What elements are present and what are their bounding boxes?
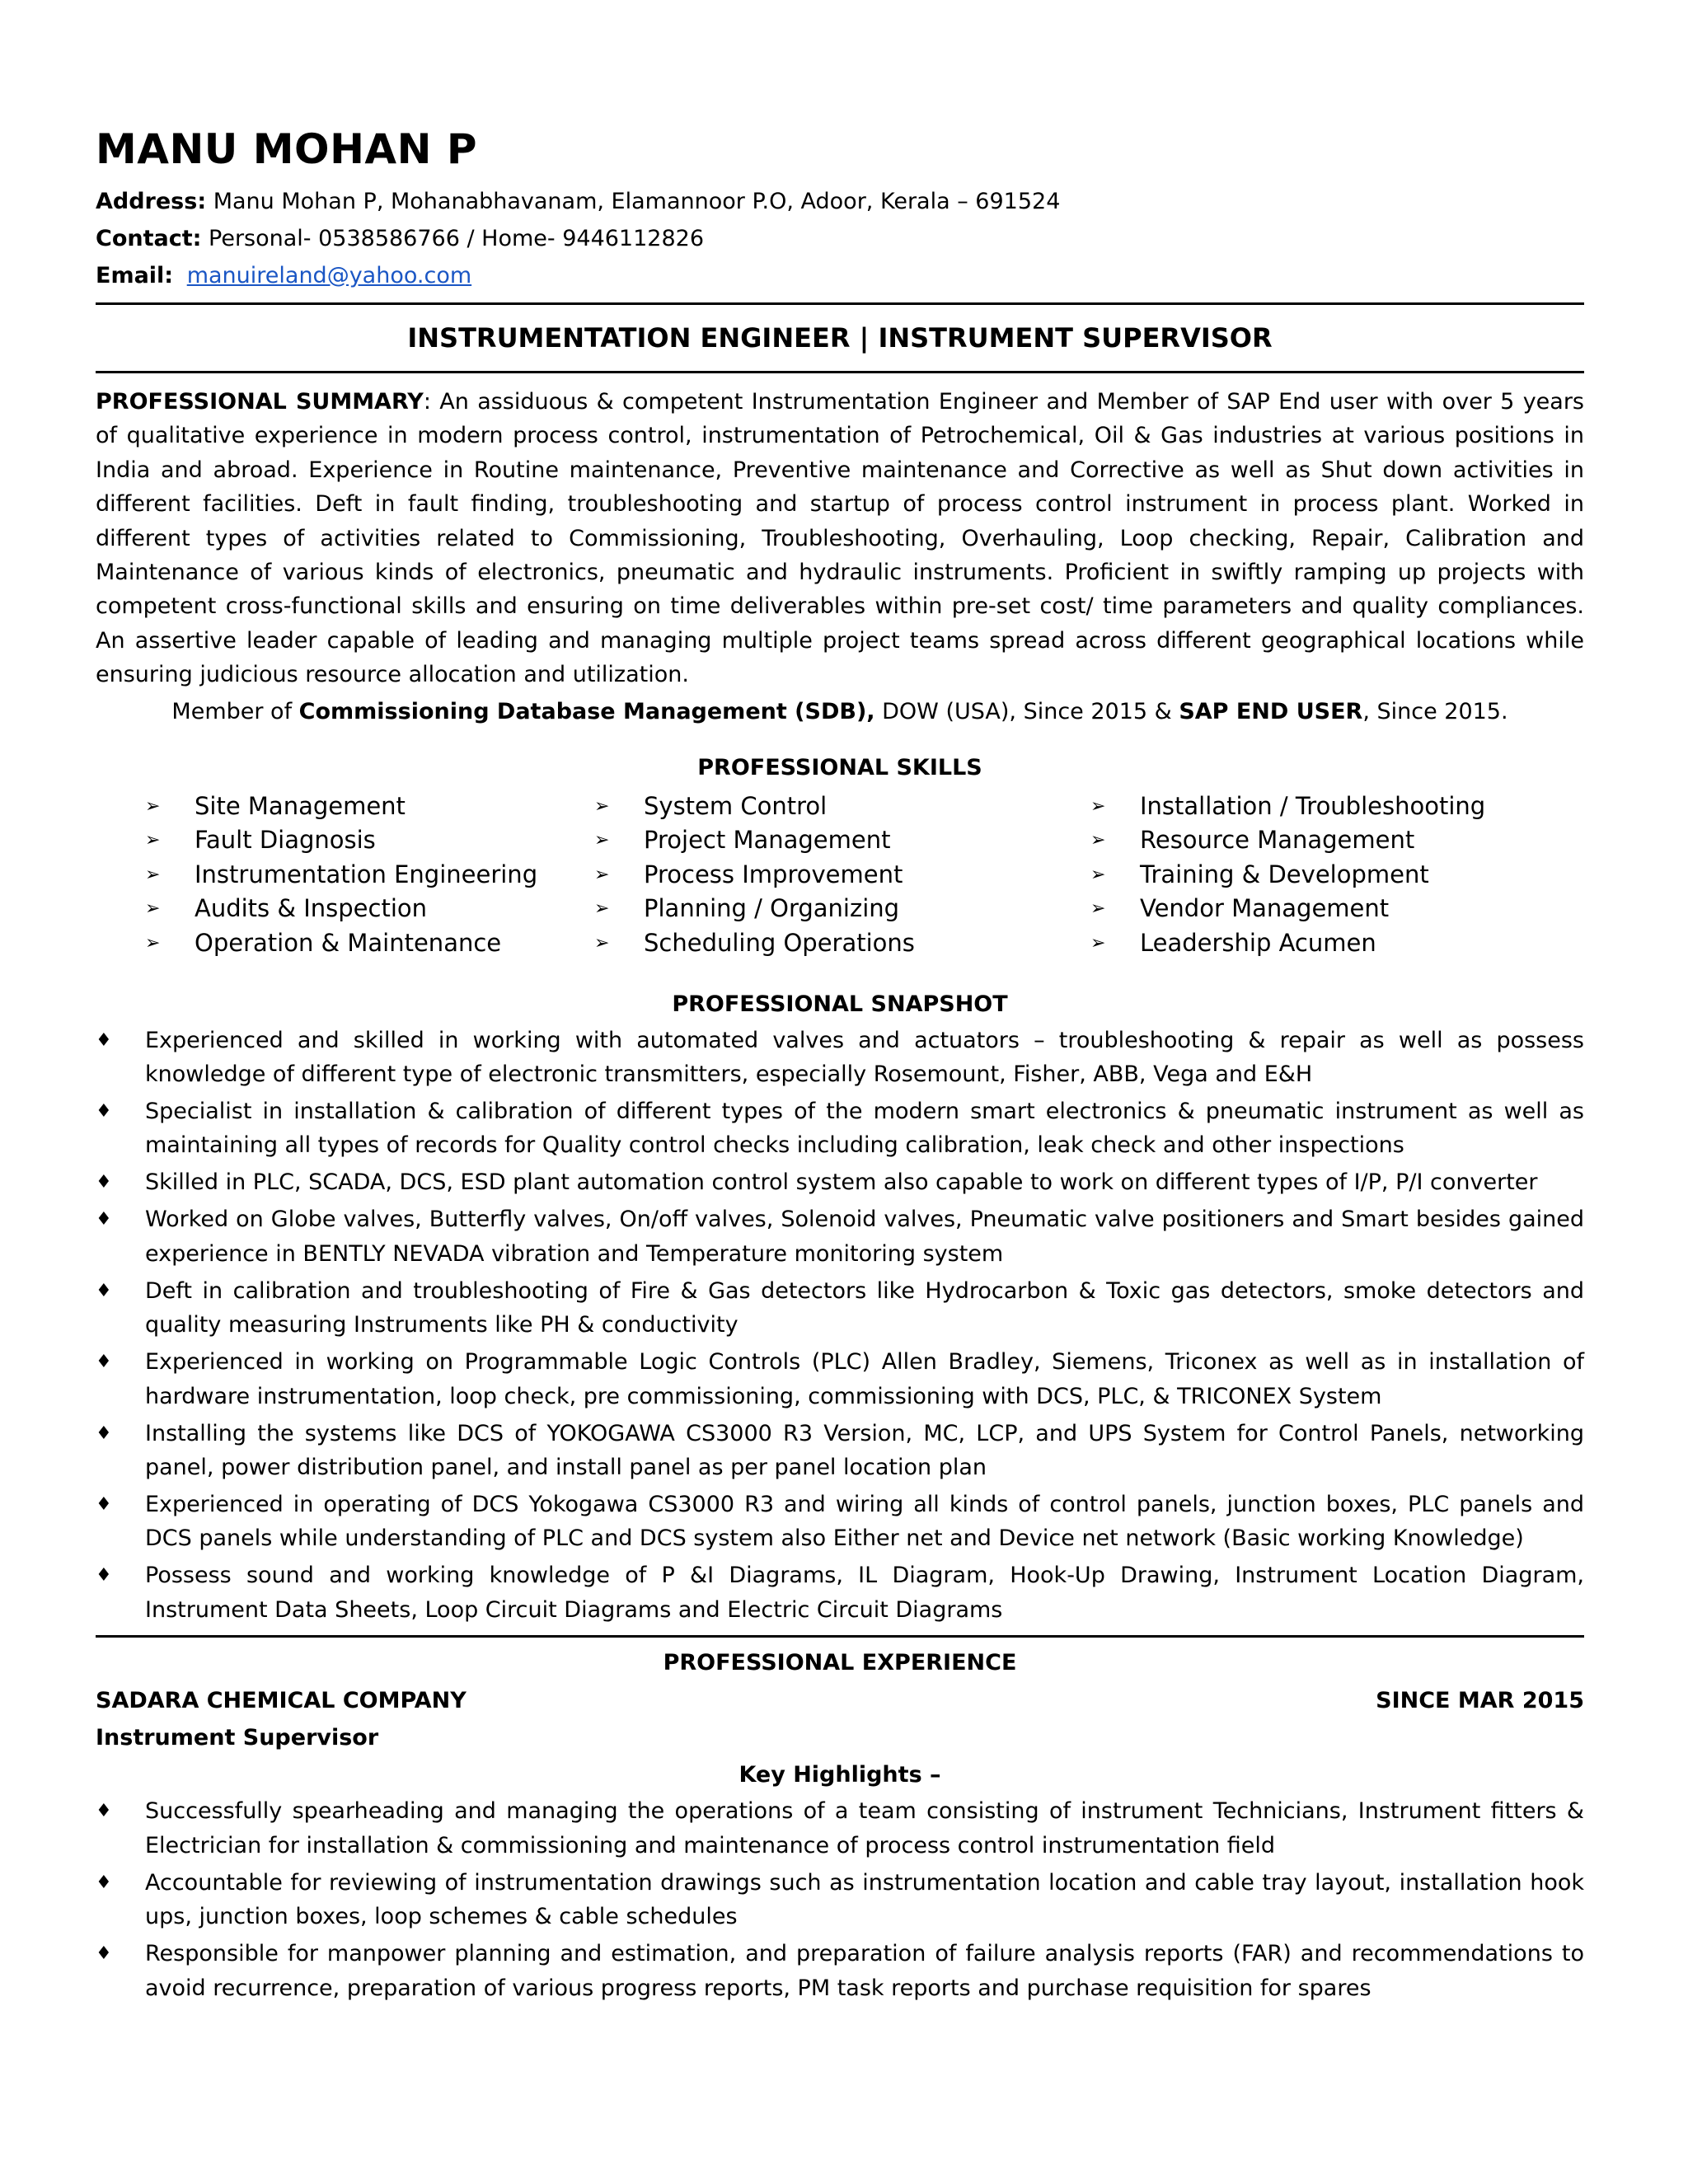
arrow-bullet-icon: ➢ [145, 864, 161, 885]
email-line [96, 257, 1584, 294]
arrow-bullet-icon: ➢ [145, 830, 161, 851]
list-item: ♦ Experienced in operating of DCS Yokogawa CS3000 R3 and wiring all kinds of control panels, junction boxes, PLC panels and DCS panels while understanding of PLC and DCS system also Either net and Device net network (Basic working Knowledge) [96, 1488, 1584, 1556]
snapshot-title: PROFESSIONAL SNAPSHOT [672, 991, 1008, 1017]
summary-label: PROFESSIONAL SUMMARY [96, 389, 424, 415]
professional-headline: INSTRUMENTATION ENGINEER | INSTRUMENT SUPERVISOR [407, 322, 1273, 354]
arrow-bullet-icon: ➢ [594, 864, 610, 885]
list-item: ♦ Successfully spearheading and managing the operations of a team consisting of instrument Technicians, Instrument fitters & Electrician for installation & commissioning and maintenance of process control instrumentation field [96, 1794, 1584, 1863]
skill-item: ➢ Installation / Troubleshooting [1090, 790, 1584, 824]
skill-item: ➢ Resource Management [1090, 823, 1584, 858]
list-item: ♦ Worked on Globe valves, Butterfly valves, On/off valves, Solenoid valves, Pneumatic valve positioners and Smart besides gained experience in BENTLY NEVADA vibration and Temperature monitoring system [96, 1202, 1584, 1271]
skill-item: ➢ Fault Diagnosis [96, 823, 594, 858]
diamond-bullet-icon: ♦ [96, 1801, 112, 1822]
contact-label: Contact: [96, 226, 202, 251]
diamond-bullet-icon: ♦ [96, 1565, 112, 1586]
skills-column [96, 790, 594, 961]
skills-grid [96, 790, 1584, 961]
skills-column [1090, 790, 1584, 961]
skill-item: ➢ System Control [594, 790, 1090, 824]
highlights-title: Key Highlights – [738, 1762, 941, 1788]
candidate-name: MANU MOHAN P [96, 125, 478, 173]
list-item: ♦ Experienced and skilled in working with automated valves and actuators – troubleshooting & repair as well as possess knowledge of different type of electronic transmitters, especially Rosemount, Fisher, ABB, Vega and E&H [96, 1024, 1584, 1092]
skill-item: ➢ Scheduling Operations [594, 926, 1090, 961]
address-line [96, 183, 1584, 220]
company-name: SADARA CHEMICAL COMPANY [96, 1688, 467, 1714]
diamond-bullet-icon: ♦ [96, 1352, 112, 1373]
arrow-bullet-icon: ➢ [145, 795, 161, 817]
arrow-bullet-icon: ➢ [1090, 830, 1106, 851]
list-item: ♦ Possess sound and working knowledge of P &I Diagrams, IL Diagram, Hook-Up Drawing, Instrument Location Diagram, Instrument Data Sheets, Loop Circuit Diagrams and Electric Circuit Diagrams [96, 1558, 1584, 1627]
list-item: ♦ Installing the systems like DCS of YOKOGAWA CS3000 R3 Version, MC, LCP, and UPS System for Control Panels, networking panel, power distribution panel, and install panel as per panel location plan [96, 1417, 1584, 1485]
divider [96, 371, 1584, 373]
diamond-bullet-icon: ♦ [96, 1872, 112, 1893]
contact-line [96, 220, 1584, 257]
arrow-bullet-icon: ➢ [145, 933, 161, 954]
address-label: Address: [96, 189, 207, 214]
arrow-bullet-icon: ➢ [1090, 795, 1106, 817]
snapshot-list [96, 1024, 1584, 1628]
list-item: ♦ Deft in calibration and troubleshooting of Fire & Gas detectors like Hydrocarbon & Toxic gas detectors, smoke detectors and quality measuring Instruments like PH & conductivity [96, 1274, 1584, 1343]
arrow-bullet-icon: ➢ [594, 830, 610, 851]
member-sdb: Commissioning Database Management (SDB), [298, 698, 875, 724]
member-sap: SAP END USER [1179, 698, 1363, 724]
member-suffix: , Since 2015. [1362, 698, 1508, 724]
list-item: ♦ Specialist in installation & calibration of different types of the modern smart electronics & pneumatic instrument as well as maintaining all types of records for Quality control checks including calibration, leak check and other inspections [96, 1094, 1584, 1163]
arrow-bullet-icon: ➢ [1090, 933, 1106, 954]
employment-since: SINCE MAR 2015 [1376, 1688, 1584, 1714]
divider [96, 1635, 1584, 1638]
diamond-bullet-icon: ♦ [96, 1209, 112, 1230]
arrow-bullet-icon: ➢ [1090, 864, 1106, 885]
list-item: ♦ Experienced in working on Programmable Logic Controls (PLC) Allen Bradley, Siemens, Triconex as well as in installation of hardware instrumentation, loop check, pre commissioning, commissioning with DCS, PLC, & TRICONEX System [96, 1345, 1584, 1413]
diamond-bullet-icon: ♦ [96, 1280, 112, 1301]
arrow-bullet-icon: ➢ [594, 795, 610, 817]
diamond-bullet-icon: ♦ [96, 1029, 112, 1051]
arrow-bullet-icon: ➢ [145, 898, 161, 920]
arrow-bullet-icon: ➢ [1090, 898, 1106, 920]
summary-text: : An assiduous & competent Instrumentation Engineer and Member of SAP End user with over 5 years of qualitative experience in modern process control, instrumentation of Petrochemical, Oil & Gas industries at various positions in India and abroad. Experience in Routine maintenance, Preventive maintenance and Corrective as well as Shut down activities in different facilities. Deft in fault finding, troubleshooting and startup of process control instrument in process plant. Worked in different types of activities related to Commissioning, Troubleshooting, Overhauling, Loop checking, Repair, Calibration and Maintenance of various kinds of electronics, pneumatic and hydraulic instruments. Proficient in swiftly ramping up projects with competent cross-functional skills and ensuring on time deliverables within pre-set cost/ time parameters and quality compliances. An assertive leader capable of leading and managing multiple project teams spread across different geographical locations while ensuring judicious resource allocation and utilization. [96, 389, 1584, 688]
skill-item: ➢ Planning / Organizing [594, 892, 1090, 926]
member-prefix: Member of [171, 698, 293, 724]
email-link[interactable]: manuireland@yahoo.com [186, 263, 472, 288]
skill-item: ➢ Training & Development [1090, 858, 1584, 893]
diamond-bullet-icon: ♦ [96, 1101, 112, 1122]
skill-item: ➢ Leadership Acumen [1090, 926, 1584, 961]
list-item: ♦ Responsible for manpower planning and estimation, and preparation of failure analysis reports (FAR) and recommendations to avoid recurrence, preparation of various progress reports, PM task reports and purchase requisition for spares [96, 1937, 1584, 2005]
diamond-bullet-icon: ♦ [96, 1422, 112, 1444]
address-value: Manu Mohan P, Mohanabhavanam, Elamannoor P.O, Adoor, Kerala – 691524 [213, 189, 1061, 214]
list-item: ♦ Accountable for reviewing of instrumentation drawings such as instrumentation location and cable tray layout, installation hook ups, junction boxes, loop schemes & cable schedules [96, 1866, 1584, 1934]
skill-item: ➢ Operation & Maintenance [96, 926, 594, 961]
skills-title: PROFESSIONAL SKILLS [697, 754, 982, 780]
diamond-bullet-icon: ♦ [96, 1172, 112, 1193]
membership-line [96, 692, 1584, 732]
skill-item: ➢ Project Management [594, 823, 1090, 858]
highlights-list [96, 1794, 1584, 2005]
resume-page [96, 124, 1584, 2008]
experience-title: PROFESSIONAL EXPERIENCE [663, 1650, 1017, 1676]
diamond-bullet-icon: ♦ [96, 1494, 112, 1516]
job-role: Instrument Supervisor [96, 1725, 379, 1751]
skills-column [594, 790, 1090, 961]
professional-summary [96, 385, 1584, 692]
skill-item: ➢ Site Management [96, 790, 594, 824]
arrow-bullet-icon: ➢ [594, 898, 610, 920]
skill-item: ➢ Vendor Management [1090, 892, 1584, 926]
list-item: ♦ Skilled in PLC, SCADA, DCS, ESD plant automation control system also capable to work on different types of I/P, P/I converter [96, 1165, 1584, 1199]
contact-value: Personal- 0538586766 / Home- 9446112826 [209, 226, 705, 251]
skill-item: ➢ Instrumentation Engineering [96, 858, 594, 893]
skill-item: ➢ Audits & Inspection [96, 892, 594, 926]
company-row [96, 1682, 1584, 1720]
member-mid: DOW (USA), Since 2015 & [882, 698, 1172, 724]
arrow-bullet-icon: ➢ [594, 933, 610, 954]
diamond-bullet-icon: ♦ [96, 1943, 112, 1965]
skill-item: ➢ Process Improvement [594, 858, 1090, 893]
email-label: Email: [96, 263, 174, 288]
